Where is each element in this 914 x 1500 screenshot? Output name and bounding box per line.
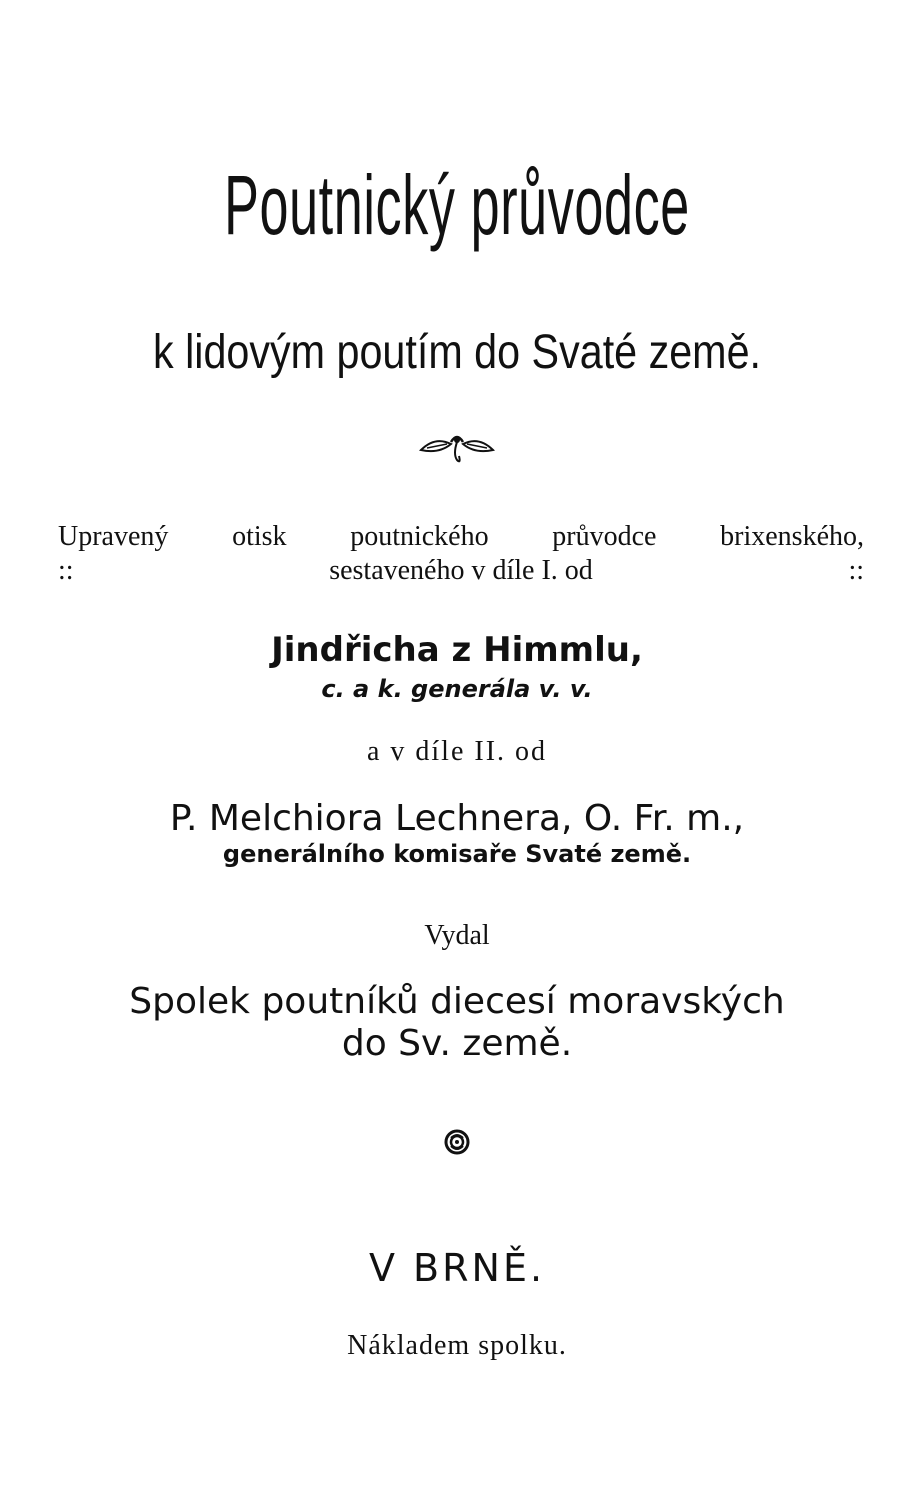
- author1-title: c. a k. generála v. v.: [321, 675, 593, 703]
- author2-name: P. Melchiora Lechnera, O. Fr. m.,: [169, 798, 745, 839]
- publisher-label: Vydal: [424, 920, 490, 951]
- separator-left: ::: [58, 555, 74, 586]
- separator-right: ::: [848, 555, 864, 586]
- intro-line-1: Upravený otisk poutnického průvodce brixenského,: [58, 521, 864, 552]
- author1-name: Jindřicha z Himmlu,: [271, 630, 643, 670]
- imprint: Nákladem spolku.: [347, 1330, 567, 1361]
- book-title: Poutnický průvodce: [224, 158, 690, 252]
- intro-line-2-row: [58, 554, 864, 588]
- book-subtitle: k lidovým poutím do Svaté země.: [153, 326, 761, 379]
- author2-title: generálního komisaře Svaté země.: [222, 840, 692, 868]
- floral-ornament-icon: [0, 428, 914, 468]
- publication-place: V BRNĚ.: [368, 1246, 546, 1290]
- rose-ornament-icon: [0, 1128, 914, 1158]
- publisher-line-2: do Sv. země.: [341, 1023, 573, 1064]
- part2-line: a v díle II. od: [366, 736, 548, 767]
- publisher-line-1: Spolek poutníků diecesí moravských: [129, 981, 785, 1022]
- intro-line-2: sestaveného v díle I. od: [329, 555, 593, 586]
